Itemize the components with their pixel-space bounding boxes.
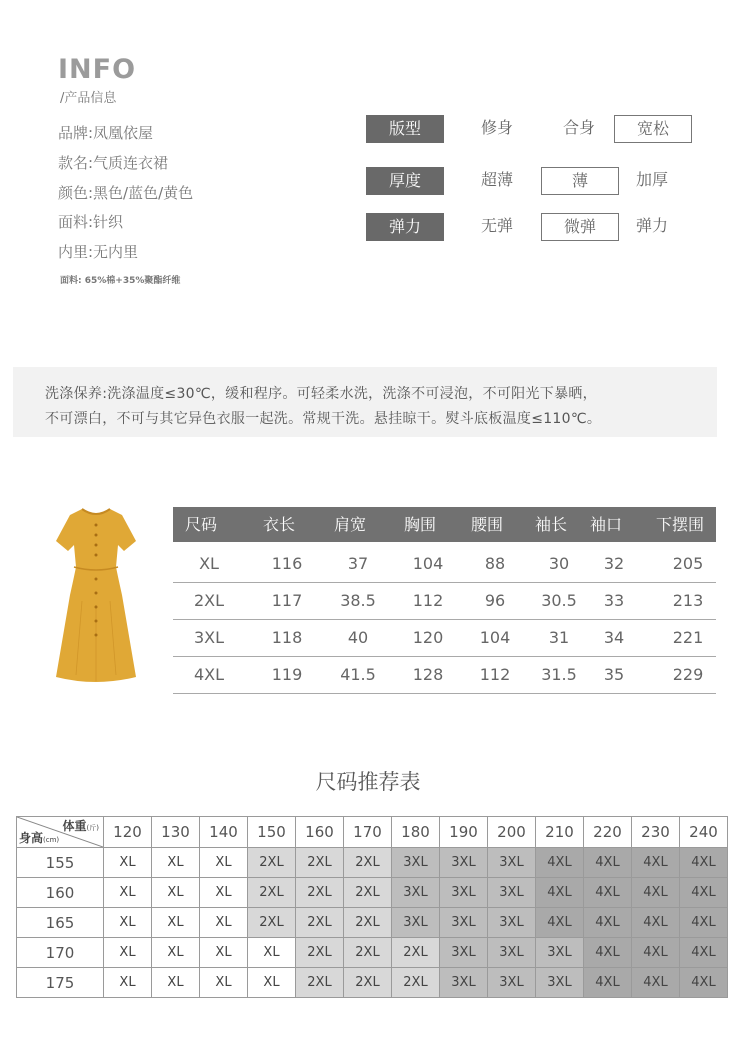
size-table-cell: 96 (484, 591, 506, 610)
recommend-size-cell: 4XL (536, 848, 584, 878)
size-table-cell: 120 (412, 628, 444, 647)
info-title: INFO (58, 54, 137, 85)
recommend-size-cell: XL (104, 908, 152, 938)
recommend-size-cell: 3XL (488, 878, 536, 908)
size-table-header-cell: 袖长 (534, 515, 567, 534)
weight-unit: (斤) (86, 824, 99, 832)
recommend-size-cell: 4XL (680, 878, 728, 908)
size-table-cell: 116 (271, 554, 303, 573)
recommend-size-cell: 4XL (584, 878, 632, 908)
recommend-size-cell: 3XL (440, 968, 488, 998)
recommend-size-cell: 2XL (296, 848, 344, 878)
size-table-cell: 33 (603, 591, 625, 610)
size-recommend-title: 尺码推荐表 (315, 770, 421, 794)
recommend-size-cell: 2XL (344, 878, 392, 908)
fabric-composition-note: 面料: 65%棉+35%聚酯纤维 (60, 276, 181, 286)
recommend-size-cell: 2XL (296, 938, 344, 968)
size-table-cell: 104 (479, 628, 511, 647)
recommend-size-cell: 2XL (344, 968, 392, 998)
size-table-cell: 41.5 (340, 665, 376, 684)
recommend-size-cell: 4XL (680, 848, 728, 878)
recommend-size-cell: XL (104, 878, 152, 908)
size-table-header-cell: 胸围 (403, 515, 436, 534)
attribute-option-selected: 薄 (541, 167, 619, 195)
recommend-size-cell: 4XL (584, 938, 632, 968)
recommend-size-cell: XL (152, 938, 200, 968)
size-table-cell: 30.5 (541, 591, 577, 610)
recommend-size-cell: 2XL (392, 938, 440, 968)
recommend-size-cell: 3XL (440, 908, 488, 938)
recommend-size-cell: 3XL (536, 938, 584, 968)
size-table-row (173, 545, 716, 583)
attribute-option-selected: 微弹 (541, 213, 619, 241)
recommend-size-cell: 4XL (680, 938, 728, 968)
info-lining: 内里:无内里 (58, 243, 139, 261)
recommend-size-cell: 2XL (296, 908, 344, 938)
recommend-size-cell: XL (152, 878, 200, 908)
size-table-cell: 30 (548, 554, 570, 573)
care-line-1: 洗涤保养:洗涤温度≤30℃，缓和程序。可轻柔水洗，洗涤不可浸泡，不可阳光下暴晒， (45, 386, 597, 402)
attribute-option: 合身 (562, 118, 595, 137)
recommend-weight-cell: 240 (680, 817, 728, 848)
recommend-weight-cell: 120 (104, 817, 152, 848)
size-table-cell: 38.5 (340, 591, 376, 610)
recommend-row (17, 848, 728, 878)
size-table-cell: XL (199, 554, 219, 573)
info-brand: 品牌:凤凰依屋 (58, 124, 154, 142)
recommend-size-cell: 2XL (248, 908, 296, 938)
recommend-row (17, 938, 728, 968)
size-table-cell: 112 (479, 665, 511, 684)
recommend-size-cell: 4XL (632, 908, 680, 938)
attribute-label: 版型 (366, 115, 444, 143)
attribute-option-selected: 宽松 (614, 115, 692, 143)
recommend-size-cell: 3XL (440, 938, 488, 968)
recommend-size-cell: 3XL (488, 908, 536, 938)
recommend-weight-cell: 160 (296, 817, 344, 848)
recommend-size-cell: 4XL (632, 878, 680, 908)
attribute-option: 无弹 (480, 216, 513, 235)
recommend-size-cell: 3XL (440, 878, 488, 908)
recommend-size-cell: 3XL (488, 968, 536, 998)
recommend-height-cell: 175 (17, 968, 104, 998)
size-table-header-cell: 肩宽 (333, 515, 366, 534)
recommend-size-cell: 2XL (248, 878, 296, 908)
recommend-weight-cell: 190 (440, 817, 488, 848)
recommend-weight-cell: 180 (392, 817, 440, 848)
recommend-size-cell: 2XL (344, 908, 392, 938)
size-table-row (173, 619, 716, 657)
recommend-size-cell: 2XL (296, 878, 344, 908)
recommend-size-cell: XL (200, 848, 248, 878)
size-table-cell: 88 (484, 554, 506, 573)
recommend-weight-cell: 230 (632, 817, 680, 848)
recommend-size-cell: XL (152, 908, 200, 938)
attribute-label: 厚度 (366, 167, 444, 195)
recommend-size-cell: 2XL (392, 968, 440, 998)
recommend-size-cell: 3XL (488, 848, 536, 878)
recommend-size-cell: 4XL (680, 908, 728, 938)
recommend-size-cell: XL (152, 968, 200, 998)
recommend-size-cell: 2XL (344, 848, 392, 878)
recommend-weight-cell: 220 (584, 817, 632, 848)
size-table-cell: 117 (271, 591, 303, 610)
size-table-cell: 31.5 (541, 665, 577, 684)
size-table-cell: 112 (412, 591, 444, 610)
size-table-header-cell: 腰围 (470, 515, 503, 534)
recommend-row (17, 908, 728, 938)
height-unit: (cm) (43, 836, 60, 844)
size-table-cell: 128 (412, 665, 444, 684)
size-table-cell: 221 (672, 628, 704, 647)
recommend-size-cell: XL (248, 938, 296, 968)
size-table-cell: 40 (347, 628, 369, 647)
recommend-size-cell: 3XL (392, 878, 440, 908)
recommend-size-cell: 4XL (584, 908, 632, 938)
height-label: 身高 (19, 831, 44, 845)
attribute-option: 超薄 (480, 170, 513, 189)
size-table-cell: 205 (672, 554, 704, 573)
recommend-size-cell: 4XL (632, 848, 680, 878)
recommend-weight-cell: 200 (488, 817, 536, 848)
recommend-size-cell: XL (200, 968, 248, 998)
recommend-height-cell: 170 (17, 938, 104, 968)
info-fabric: 面料:针织 (58, 213, 124, 231)
recommend-size-cell: XL (248, 968, 296, 998)
recommend-height-cell: 165 (17, 908, 104, 938)
size-table-cell: 104 (412, 554, 444, 573)
size-table-header-cell: 衣长 (262, 515, 295, 534)
recommend-size-cell: 4XL (584, 848, 632, 878)
recommend-size-cell: 4XL (632, 968, 680, 998)
care-line-2: 不可漂白，不可与其它异色衣服一起洗。常规干洗。悬挂晾干。熨斗底板温度≤110℃。 (45, 411, 602, 427)
size-table-cell: 213 (672, 591, 704, 610)
care-instructions (13, 367, 717, 437)
recommend-size-cell: 4XL (680, 968, 728, 998)
size-table-cell: 2XL (193, 591, 225, 610)
info-style-name: 款名:气质连衣裙 (58, 154, 169, 172)
size-recommend-table (16, 816, 728, 998)
recommend-weight-cell: 150 (248, 817, 296, 848)
recommend-size-cell: XL (200, 908, 248, 938)
recommend-corner-cell (17, 817, 104, 848)
recommend-size-cell: XL (200, 938, 248, 968)
size-table-header-cell: 尺码 (184, 515, 217, 534)
recommend-weight-cell: 170 (344, 817, 392, 848)
recommend-size-cell: 4XL (584, 968, 632, 998)
attribute-option: 弹力 (635, 216, 668, 235)
size-table-cell: 32 (603, 554, 625, 573)
recommend-height-cell: 155 (17, 848, 104, 878)
size-table-cell: 31 (548, 628, 570, 647)
recommend-weight-cell: 140 (200, 817, 248, 848)
size-table-cell: 119 (271, 665, 303, 684)
recommend-size-cell: 3XL (488, 938, 536, 968)
recommend-size-cell: 2XL (296, 968, 344, 998)
recommend-row (17, 878, 728, 908)
size-table-header (173, 507, 716, 542)
recommend-size-cell: 4XL (536, 908, 584, 938)
recommend-weight-cell: 210 (536, 817, 584, 848)
recommend-size-cell: 2XL (344, 938, 392, 968)
size-table-cell: 34 (603, 628, 625, 647)
size-table-cell: 118 (271, 628, 303, 647)
recommend-size-cell: 3XL (440, 848, 488, 878)
recommend-size-cell: XL (152, 848, 200, 878)
recommend-size-cell: XL (104, 938, 152, 968)
info-colors: 颜色:黑色/蓝色/黄色 (58, 184, 194, 202)
recommend-height-cell: 160 (17, 878, 104, 908)
size-table-cell: 229 (672, 665, 704, 684)
attribute-option: 修身 (480, 118, 513, 137)
size-table-row (173, 582, 716, 620)
size-table-header-cell: 袖口 (589, 515, 622, 534)
size-table-header-cell: 下摆围 (655, 515, 704, 534)
attribute-label: 弹力 (366, 213, 444, 241)
recommend-size-cell: 3XL (392, 848, 440, 878)
attribute-option: 加厚 (635, 170, 668, 189)
recommend-header-row (17, 817, 728, 848)
size-table-cell: 37 (347, 554, 369, 573)
weight-label: 体重 (62, 819, 87, 833)
recommend-size-cell: XL (104, 968, 152, 998)
recommend-row (17, 968, 728, 998)
recommend-size-cell: XL (200, 878, 248, 908)
size-table-cell: 3XL (193, 628, 225, 647)
size-table-cell: 4XL (193, 665, 225, 684)
dress-product-image (52, 505, 140, 687)
recommend-size-cell: 3XL (536, 968, 584, 998)
recommend-size-cell: 4XL (536, 878, 584, 908)
recommend-size-cell: 2XL (248, 848, 296, 878)
size-table-cell: 35 (603, 665, 625, 684)
recommend-size-cell: 4XL (632, 938, 680, 968)
size-table-row (173, 656, 716, 694)
info-subtitle: /产品信息 (60, 91, 117, 106)
recommend-size-cell: XL (104, 848, 152, 878)
recommend-size-cell: 3XL (392, 908, 440, 938)
recommend-weight-cell: 130 (152, 817, 200, 848)
